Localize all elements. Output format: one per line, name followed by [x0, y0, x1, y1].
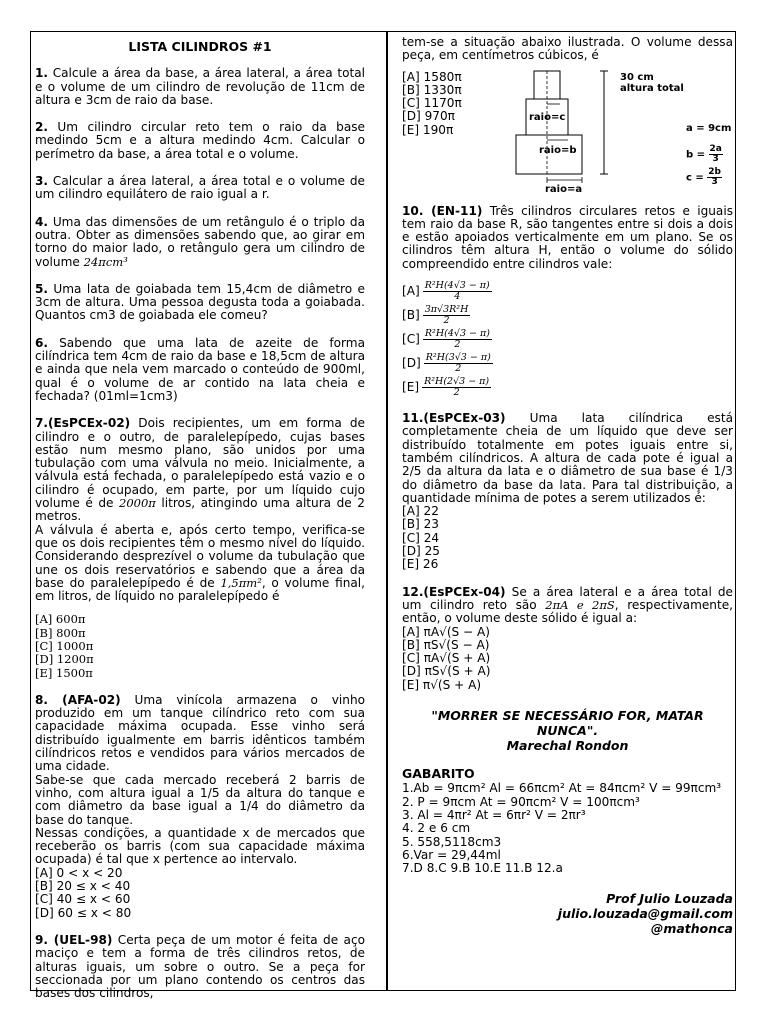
left-column [35, 36, 365, 1000]
answer-option: [D] 25 [402, 544, 440, 559]
answer-option [402, 353, 733, 374]
answer-option: [A] 0 < x < 20 [35, 865, 123, 880]
question-text: , o volume final, em litros, de líquido no paralelepípedo é [35, 575, 365, 604]
radius-c-label: raio=c [529, 111, 566, 123]
answer-option [402, 377, 733, 398]
b-denominator: 3 [712, 153, 719, 164]
answer-option [402, 305, 733, 326]
question-11 [402, 412, 733, 572]
answer-option: [C] 40 ≤ x < 60 [35, 892, 131, 907]
right-column [402, 36, 733, 936]
question-text: , respectivamente, então, o volume deste sólido é igual a: [402, 597, 733, 626]
question-text: Dois recipientes, um em forma de cilindro e o outro, de paralelepípedo, cujas bases estão num mesmo plano, são unidos por uma tubulação com uma válvula no meio. Inicialmente, a válvula está fechada, o paralelepípedo está vazio e o cilindro é ocupado, em parte, por um líquido cujo volume é de [35, 416, 365, 511]
answer-options [402, 71, 462, 137]
question-number: 12.(EsPCEx-04) [402, 584, 506, 599]
fraction-numerator: R²H(4√3 − π) [424, 280, 490, 292]
author-handle: @mathonca [650, 921, 733, 937]
question-12 [402, 586, 733, 692]
radius-b-label: raio=b [539, 144, 577, 156]
answer-option [402, 281, 733, 302]
c-denominator: 3 [711, 176, 718, 187]
question-number: 4. [35, 214, 49, 229]
answer-key-line: 7.D 8.C 9.B 10.E 11.B 12.a [402, 861, 563, 876]
option-fraction [423, 329, 492, 350]
question-text: Sabe-se que cada mercado receberá 2 barris de vinho, com altura igual a 1/5 da altura do tanque e com diâmetro da base igual a 1/4 do diâmetro da base do tanque. [35, 772, 365, 827]
author-email: julio.louzada@gmail.com [557, 906, 733, 922]
answer-option: [D] 970π [402, 109, 455, 124]
fraction-denominator: 2 [453, 387, 460, 399]
answer-option: [A] πA√(S − A) [402, 624, 491, 639]
answer-option: [B] 1330π [402, 82, 462, 97]
option-fraction [423, 305, 471, 326]
answer-key-line: 1.Ab = 9πcm² Al = 66πcm² At = 84πcm² V = 99πcm³ [402, 781, 722, 796]
question-text: litros, atingindo uma altura de 2 metros. [35, 496, 365, 524]
question-1 [35, 67, 365, 107]
volume-expression: 24πcm³ [83, 254, 128, 269]
question-6 [35, 337, 365, 403]
answer-option: [C] 1000π [35, 638, 94, 653]
option-label: [D] [402, 355, 421, 370]
quote-text: "MORRER SE NECESSÁRIO FOR, MATAR NUNCA". [431, 708, 704, 739]
fraction-numerator: R²H(4√3 − π) [424, 328, 490, 340]
answer-option: [E] π√(S + A) [402, 677, 482, 692]
fraction-denominator: 2 [455, 363, 462, 375]
quote-block [402, 708, 733, 753]
column-divider [386, 32, 388, 990]
question-number: 11.(EsPCEx-03) [402, 411, 506, 426]
height-label-sub: altura total [620, 82, 684, 94]
answer-option: [E] 1500π [35, 665, 93, 680]
question-number: 8. (AFA-02) [35, 692, 121, 707]
b-numerator: 2a [709, 143, 722, 154]
question-text: Uma lata de goiabada tem 15,4cm de diâmetro e 3cm de altura. Uma pessoa degusta toda a goiabada. Quantos cm3 de goiabada ele comeu? [35, 281, 365, 323]
b-label: b = [686, 149, 706, 161]
option-label: [C] [402, 331, 420, 346]
answer-option: [B] 23 [402, 517, 439, 532]
question-2 [35, 121, 365, 161]
question-number: 10. (EN-11) [402, 203, 483, 218]
answer-option: [D] 1200π [35, 652, 94, 667]
answer-option: [B] 20 ≤ x < 40 [35, 879, 131, 894]
question-number: 9. (UEL-98) [35, 932, 113, 947]
top-cylinder-section [534, 71, 560, 99]
answer-option: [A] 22 [402, 504, 439, 519]
question-9-figure-block [402, 67, 733, 199]
answer-key-line: 4. 2 e 6 cm [402, 821, 471, 836]
question-9 [35, 934, 365, 1000]
height-label: 30 cm [620, 71, 654, 83]
question-text: Uma das dimensões de um retângulo é o triplo da outra. Obter as dimensões sabendo que, ao girar em torno do maior lado, o retângulo gera um cilindro de volume [35, 214, 365, 269]
b-formula [686, 145, 723, 164]
question-text: Certa peça de um motor é feita de aço maciço e tem a forma de três cilindros retos, de alturas iguais, um sobre o outro. Se a peça for seccionada por um plano contendo os centros das bases dos cilindros, [35, 932, 365, 1001]
question-text: Três cilindros circulares retos e iguais tem raio da base R, são tangentes entre si dois a dois e estão apoiados verticalmente em um plano. Se os cilindros têm altura H, então o volume do sólido compreendido entre cilindros vale: [402, 203, 734, 271]
author-signature [402, 891, 733, 936]
fraction-denominator: 2 [454, 339, 461, 351]
answer-option: [A] 1580π [402, 69, 462, 84]
question-7 [35, 417, 365, 680]
option-fraction [423, 281, 492, 302]
a-value-label: a = 9cm [686, 122, 732, 134]
option-label: [B] [402, 307, 420, 322]
answer-options [35, 613, 365, 679]
question-8 [35, 694, 365, 920]
answer-option: [E] 26 [402, 557, 439, 572]
fraction-numerator: R²H(3√3 − π) [425, 352, 491, 364]
answer-option: [D] πS√(S + A) [402, 664, 491, 679]
answer-option: [C] 1170π [402, 96, 462, 111]
answer-options [35, 867, 365, 920]
page-title: LISTA CILINDROS #1 [128, 39, 272, 54]
question-text: Se a área lateral e a área total de um cilindro reto são [402, 584, 733, 612]
option-label: [E] [402, 379, 420, 394]
answer-key-line: 5. 558,5118cm3 [402, 834, 502, 849]
question-4 [35, 216, 365, 269]
answer-option: [B] 800π [35, 625, 86, 640]
answer-option: [A] 600π [35, 612, 86, 627]
answer-option: [D] 60 ≤ x < 80 [35, 905, 132, 920]
author-name: Prof Julio Louzada [606, 891, 733, 907]
answer-key-title: GABARITO [402, 766, 475, 782]
answer-option: [C] 24 [402, 530, 440, 545]
question-10 [402, 205, 733, 271]
c-numerator: 2b [708, 166, 721, 177]
stacked-cylinders-figure [512, 67, 733, 199]
question-number: 1. [35, 66, 49, 81]
option-fraction [424, 353, 493, 374]
c-formula [686, 168, 722, 187]
question-text: Uma lata cilíndrica está completamente cheia de um líquido que deve ser distribuído totalmente em potes iguais entre si, também cilíndricos. A altura de cada pote é igual a 2/5 da altura da lata e o diâmetro de sua base é 1/3 do diâmetro da base da lata. Para tal distribuição, a quantidade mínima de potes a serem utilizados é: [402, 411, 733, 505]
question-number: 5. [35, 281, 49, 296]
quote-author: Marechal Rondon [506, 738, 629, 754]
question-text: Sabendo que uma lata de azeite de forma cilíndrica tem 4cm de raio da base e 18,5cm de altura e ainda que nela vem marcado o conteúdo de 900ml, qual é o volume de ar contido na lata cheia e fechada? (01ml=1cm3) [35, 335, 365, 403]
question-3 [35, 175, 365, 202]
question-text: tem-se a situação abaixo ilustrada. O volume dessa peça, em centímetros cúbicos, é [402, 35, 733, 63]
c-label: c = [686, 172, 704, 184]
answer-option [402, 329, 733, 350]
b-fraction [709, 145, 723, 164]
fraction-numerator: 3π√3R²H [424, 304, 469, 316]
question-text: A válvula é aberta e, após certo tempo, verifica-se que os dois recipientes têm o mesmo nível do líquido. Considerando desprezível o volume da tubulação que une os dois reservatórios e sabendo que a área da base do paralelepípedo é de [35, 522, 365, 590]
answer-key-line: 6.Var = 29,44ml [402, 847, 501, 862]
question-number: 3. [35, 174, 49, 189]
worksheet-frame [30, 31, 736, 1001]
question-9-continued [402, 36, 733, 63]
answer-options [402, 505, 733, 571]
c-fraction [707, 168, 722, 187]
question-text: Uma vinícola armazena o vinho produzido em um tanque cilíndrico reto com sua capacidade máxima ocupada. Esse vinho será distribuído igualmente em barris idênticos também cilíndricos retos e vendidos para vários mercados de uma cidade. [35, 692, 366, 774]
answer-options [402, 626, 733, 692]
question-5 [35, 283, 365, 323]
question-number: 6. [35, 335, 49, 350]
option-fraction [422, 377, 491, 398]
answer-key-line: 3. Al = 4πr² At = 6πr² V = 2πr³ [402, 807, 586, 822]
fraction-numerator: R²H(2√3 − π) [424, 376, 490, 388]
math-expression: 2000π [119, 496, 156, 511]
answer-option: [E] 190π [402, 122, 454, 137]
question-text: Calcule a área da base, a área lateral, a área total e o volume de um cilindro de revolução de 11cm de altura e 3cm de raio da base. [35, 66, 365, 107]
question-text: Nessas condições, a quantidade x de mercados que receberão os barris (com sua capacidade máxima ocupada) é tal que x pertence ao intervalo. [35, 825, 365, 867]
answer-option: [B] πS√(S − A) [402, 637, 490, 652]
question-number: 2. [35, 120, 49, 135]
radius-a-label: raio=a [545, 183, 583, 195]
answer-options [402, 281, 733, 398]
answer-key [402, 767, 733, 875]
math-expression: 2πA e 2πS [545, 597, 615, 612]
answer-option: [C] πA√(S + A) [402, 651, 491, 666]
answer-key-line: 2. P = 9πcm At = 90πcm² V = 100πcm³ [402, 794, 640, 809]
math-expression: 1,5πm² [220, 575, 262, 590]
question-number: 7.(EsPCEx-02) [35, 416, 131, 431]
fraction-denominator: 4 [454, 291, 461, 303]
fraction-denominator: 2 [443, 315, 450, 327]
option-label: [A] [402, 283, 420, 298]
question-text: Calcular a área lateral, a área total e o volume de um cilindro equilátero de raio igual a r. [35, 174, 365, 202]
question-text: Um cilindro circular reto tem o raio da base medindo 5cm e a altura medindo 4cm. Calcular o perímetro da base, a área total e o volume. [35, 120, 365, 161]
